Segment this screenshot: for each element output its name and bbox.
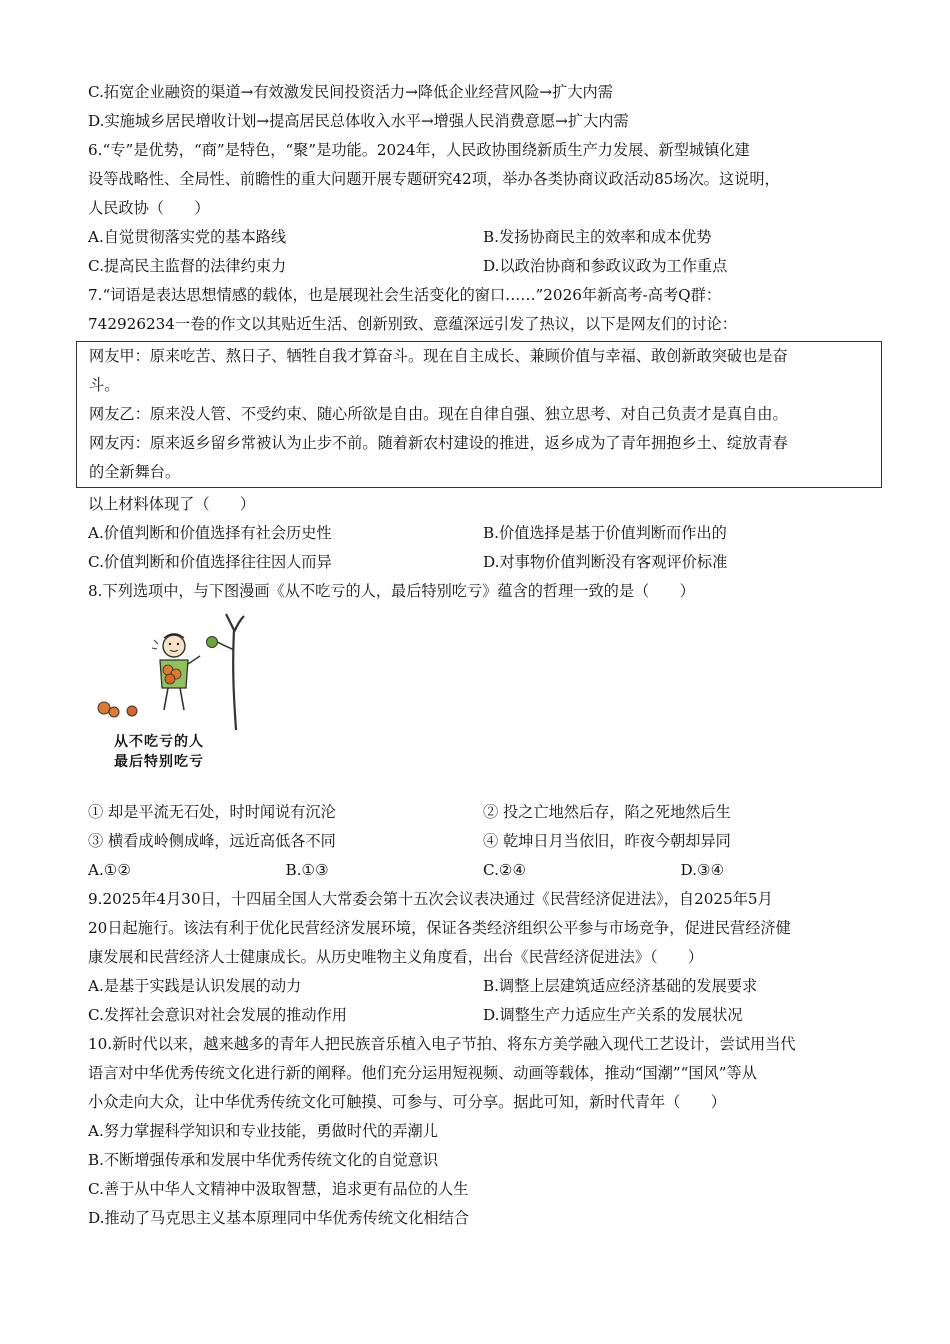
cartoon-caption-line-2: 最后特别吃亏 — [114, 754, 204, 770]
q7-option-b: B.价值选择是基于价值判断而作出的 — [483, 524, 727, 542]
q10-option-c: C.善于从中华人文精神中汲取智慧，追求更有品位的人生 — [88, 1180, 469, 1198]
q6-options-row-1 — [88, 223, 878, 252]
q6-option-a: A.自觉贯彻落实党的基本路线 — [88, 228, 287, 246]
q7-options-row-1 — [88, 519, 878, 548]
q9-stem-line-3: 康发展和民营经济人士健康成长。从历史唯物主义角度看，出台《民营经济促进法》（ ） — [88, 948, 704, 966]
q8-statement-4: ④ 乾坤日月当依旧，昨夜今朝却异同 — [483, 832, 731, 850]
q10-stem-line-2: 语言对中华优秀传统文化进行新的阐释。他们充分运用短视频、动画等载体，推动“国潮”“国风”等从 — [88, 1064, 757, 1082]
q7-stem-line-2: 742926234一卷的作文以其贴近生活、创新别致、意蕴深远引发了热议，以下是网友们的讨论： — [88, 315, 737, 333]
cartoon-caption-line-1: 从不吃亏的人 — [114, 734, 204, 750]
cartoon-illustration — [88, 610, 258, 732]
q6-option-c: C.提高民主监督的法律约束力 — [88, 257, 287, 275]
q7-netizen-a-line-2: 斗。 — [89, 376, 120, 394]
q8-option-c: C.②④ — [483, 861, 527, 879]
q8-statement-3: ③ 横看成岭侧成峰，远近高低各不同 — [88, 832, 336, 850]
q8-cartoon — [88, 606, 878, 798]
q6-option-d: D.以政治协商和参政议政为工作重点 — [483, 257, 728, 275]
q9-option-d: D.调整生产力适应生产关系的发展状况 — [483, 1006, 743, 1024]
q7-material-box — [76, 341, 882, 488]
q6-options-row-2 — [88, 252, 878, 281]
q10-option-b: B.不断增强传承和发展中华优秀传统文化的自觉意识 — [88, 1151, 439, 1169]
q8-statement-1: ① 却是平流无石处，时时闻说有沉沦 — [88, 803, 336, 821]
q10-stem-line-1: 10.新时代以来，越来越多的青年人把民族音乐植入电子节拍、将东方美学融入现代工艺设计，尝试用当代 — [88, 1035, 796, 1053]
q8-statement-2: ② 投之亡地然后存，陷之死地然后生 — [483, 803, 731, 821]
q7-options-row-2 — [88, 548, 878, 577]
q8-options-row — [88, 856, 878, 885]
q8-option-d: D.③④ — [680, 861, 725, 879]
exam-page — [88, 78, 878, 1233]
q8-statements-row-2 — [88, 827, 878, 856]
q7-option-d: D.对事物价值判断没有客观评价标准 — [483, 553, 728, 571]
q5-option-c: C.拓宽企业融资的渠道→有效激发民间投资活力→降低企业经营风险→扩大内需 — [88, 83, 613, 101]
q9-option-a: A.是基于实践是认识发展的动力 — [88, 977, 302, 995]
q8-option-b: B.①③ — [285, 861, 329, 879]
q8-statements-row-1 — [88, 798, 878, 827]
q7-question: 以上材料体现了（ ） — [88, 495, 256, 513]
q8-stem: 8.下列选项中，与下图漫画《从不吃亏的人，最后特别吃亏》蕴含的哲理一致的是（ ） — [88, 582, 695, 600]
q7-option-c: C.价值判断和价值选择往往因人而异 — [88, 553, 332, 571]
q9-stem-line-1: 9.2025年4月30日，十四届全国人大常委会第十五次会议表决通过《民营经济促进法》，自2025年5月 — [88, 890, 773, 908]
q9-options-row-2 — [88, 1001, 878, 1030]
q7-netizen-c-line-2: 的全新舞台。 — [89, 463, 181, 481]
q6-stem-line-1: 6.“专”是优势，“商”是特色，“聚”是功能。2024年，人民政协围绕新质生产力发展、新型城镇化建 — [88, 141, 750, 159]
q9-stem-line-2: 20日起施行。该法有利于优化民营经济发展环境，保证各类经济组织公平参与市场竞争，促进民营经济健 — [88, 919, 791, 937]
q9-options-row-1 — [88, 972, 878, 1001]
q9-option-c: C.发挥社会意识对社会发展的推动作用 — [88, 1006, 347, 1024]
q10-option-d: D.推动了马克思主义基本原理同中华优秀传统文化相结合 — [88, 1209, 469, 1227]
q7-netizen-c-line-1: 网友丙：原来返乡留乡常被认为止步不前。随着新农村建设的推进，返乡成为了青年拥抱乡土、绽放青春 — [89, 434, 788, 452]
q6-option-b: B.发扬协商民主的效率和成本优势 — [483, 228, 712, 246]
q9-option-b: B.调整上层建筑适应经济基础的发展要求 — [483, 977, 758, 995]
q7-option-a: A.价值判断和价值选择有社会历史性 — [88, 524, 332, 542]
q6-stem-line-2: 设等战略性、全局性、前瞻性的重大问题开展专题研究42项，举办各类协商议政活动85场次。这说明， — [88, 170, 780, 188]
q10-option-a: A.努力掌握科学知识和专业技能，勇做时代的弄潮儿 — [88, 1122, 438, 1140]
cartoon-caption — [114, 732, 204, 772]
q10-stem-line-3: 小众走向大众，让中华优秀传统文化可触摸、可参与、可分享。据此可知，新时代青年（ ） — [88, 1093, 726, 1111]
q7-netizen-a-line-1: 网友甲：原来吃苦、熬日子、牺牲自我才算奋斗。现在自主成长、兼顾价值与幸福、敢创新敢突破也是奋 — [89, 347, 788, 365]
q5-option-d: D.实施城乡居民增收计划→提高居民总体收入水平→增强人民消费意愿→扩大内需 — [88, 112, 629, 130]
q7-netizen-b: 网友乙：原来没人管、不受约束、随心所欲是自由。现在自律自强、独立思考、对自己负责才是真自由。 — [89, 405, 788, 423]
q8-option-a: A.①② — [88, 861, 132, 879]
q6-stem-line-3: 人民政协（ ） — [88, 199, 210, 217]
q7-stem-line-1: 7.“词语是表达思想情感的载体，也是展现社会生活变化的窗口……”2026年新高考-高考Q群： — [88, 286, 722, 304]
